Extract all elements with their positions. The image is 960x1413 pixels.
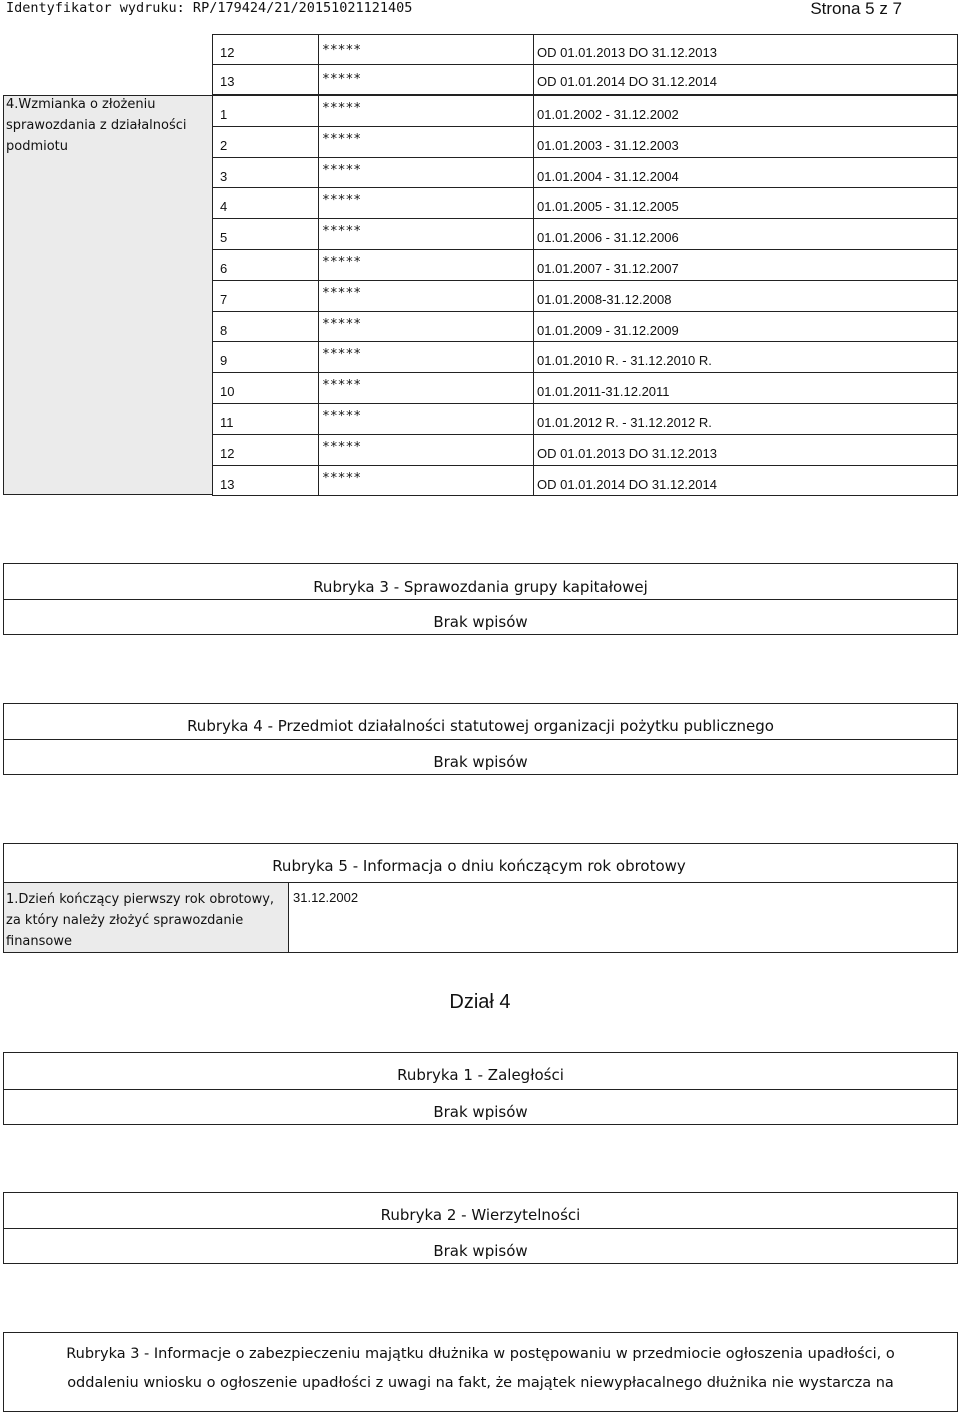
table-row: [212, 372, 958, 404]
print-identifier: Identyfikator wydruku: RP/179424/21/20151021121405: [6, 0, 413, 16]
row-number: 8: [220, 323, 228, 338]
section-4-label-line: 4.Wzmianka o złożeniu: [6, 97, 156, 112]
row-number: 11: [220, 415, 234, 430]
section-4-label-line: podmiotu: [6, 139, 69, 154]
masked-value: *****: [322, 193, 362, 208]
masked-value: *****: [322, 347, 362, 362]
dzial-4-rubryka-1-empty: Brak wpisów: [433, 1103, 528, 1121]
section-4-label-line: sprawozdania z działalności: [6, 118, 187, 133]
row-number: 12: [220, 446, 235, 461]
row-number: 13: [220, 74, 235, 89]
rubryka-3-empty: Brak wpisów: [433, 613, 528, 631]
row-period: OD 01.01.2013 DO 31.12.2013: [537, 446, 717, 461]
table-row: [212, 311, 958, 342]
masked-value: *****: [322, 72, 362, 87]
masked-value: *****: [322, 43, 362, 58]
rubryka-5-box: [3, 843, 958, 953]
divider: [4, 1089, 957, 1090]
row-period: 01.01.2012 R. - 31.12.2012 R.: [537, 415, 712, 430]
row-period: OD 01.01.2014 DO 31.12.2014: [537, 477, 717, 492]
table-row: [212, 64, 958, 95]
table-row: [212, 34, 958, 65]
page-number: Strona 5 z 7: [810, 0, 902, 18]
dzial-4-rubryka-3-box: [3, 1332, 958, 1412]
divider: [4, 739, 957, 740]
table-row: [212, 126, 958, 158]
row-period: 01.01.2007 - 31.12.2007: [537, 261, 679, 276]
masked-value: *****: [322, 286, 362, 301]
row-period: OD 01.01.2014 DO 31.12.2014: [537, 74, 717, 89]
table-row: [212, 95, 958, 127]
row-number: 4: [220, 199, 228, 214]
row-number: 3: [220, 169, 228, 184]
row-period: 01.01.2006 - 31.12.2006: [537, 230, 679, 245]
row-period: 01.01.2008-31.12.2008: [537, 292, 672, 307]
row-period: 01.01.2003 - 31.12.2003: [537, 138, 679, 153]
rubryka-5-label-line: 1.Dzień kończący pierwszy rok obrotowy,: [6, 892, 275, 907]
row-number: 6: [220, 261, 228, 276]
row-number: 13: [220, 477, 235, 492]
rubryka-5-label-line: za który należy złożyć sprawozdanie: [6, 913, 244, 928]
divider: [4, 599, 957, 600]
table-row: [212, 157, 958, 188]
masked-value: *****: [322, 224, 362, 239]
rubryka-3-box: [3, 563, 958, 635]
masked-value: *****: [322, 409, 362, 424]
row-number: 10: [220, 384, 235, 399]
row-period: 01.01.2005 - 31.12.2005: [537, 199, 679, 214]
table-row: [212, 465, 958, 496]
table-row: [212, 434, 958, 466]
table-row: [212, 187, 958, 219]
table-row: [212, 280, 958, 312]
dzial-4-rubryka-3-title-line2: oddaleniu wniosku o ogłoszenie upadłości z uwagi na fakt, że majątek niewypłacalnego dłużnika nie wystarcza na: [67, 1375, 894, 1391]
row-period: OD 01.01.2013 DO 31.12.2013: [537, 45, 717, 60]
rubryka-5-label-cell: [4, 883, 289, 952]
dzial-4-title: Dział 4: [449, 991, 511, 1013]
masked-value: *****: [322, 440, 362, 455]
dzial-4-rubryka-2-title: Rubryka 2 - Wierzytelności: [380, 1206, 581, 1224]
masked-value: *****: [322, 471, 362, 486]
row-number: 7: [220, 292, 228, 307]
row-period: 01.01.2002 - 31.12.2002: [537, 107, 679, 122]
row-number: 1: [220, 107, 228, 122]
dzial-4-rubryka-1-title: Rubryka 1 - Zaległości: [397, 1066, 564, 1084]
dzial-4-rubryka-2-empty: Brak wpisów: [433, 1242, 528, 1260]
masked-value: *****: [322, 317, 362, 332]
rubryka-5-title: Rubryka 5 - Informacja o dniu kończącym rok obrotowy: [272, 857, 686, 875]
table-row: [212, 341, 958, 373]
rubryka-3-title: Rubryka 3 - Sprawozdania grupy kapitałowej: [313, 578, 648, 596]
row-period: 01.01.2011-31.12.2011: [537, 384, 670, 399]
masked-value: *****: [322, 378, 362, 393]
section-4-label-cell: [3, 95, 213, 495]
row-number: 2: [220, 138, 228, 153]
table-row: [212, 218, 958, 250]
divider: [4, 1228, 957, 1229]
row-number: 12: [220, 45, 235, 60]
rubryka-4-empty: Brak wpisów: [433, 753, 528, 771]
masked-value: *****: [322, 255, 362, 270]
masked-value: *****: [322, 132, 362, 147]
dzial-4-rubryka-2-box: [3, 1192, 958, 1264]
rubryka-4-title: Rubryka 4 - Przedmiot działalności statutowej organizacji pożytku publicznego: [187, 717, 774, 735]
row-period: 01.01.2010 R. - 31.12.2010 R.: [537, 353, 712, 368]
rubryka-5-value: 31.12.2002: [293, 890, 359, 905]
row-period: 01.01.2009 - 31.12.2009: [537, 323, 679, 338]
dzial-4-rubryka-1-box: [3, 1052, 958, 1125]
table-row: [212, 249, 958, 281]
masked-value: *****: [322, 101, 362, 116]
row-number: 5: [220, 230, 228, 245]
rubryka-5-label-line: finansowe: [6, 934, 72, 949]
row-number: 9: [220, 353, 228, 368]
dzial-4-rubryka-3-title-line1: Rubryka 3 - Informacje o zabezpieczeniu majątku dłużnika w postępowaniu w przedmiocie ogłoszenia upadłości, o: [66, 1346, 895, 1362]
masked-value: *****: [322, 163, 362, 178]
table-row: [212, 403, 958, 435]
row-period: 01.01.2004 - 31.12.2004: [537, 169, 679, 184]
rubryka-4-box: [3, 703, 958, 775]
